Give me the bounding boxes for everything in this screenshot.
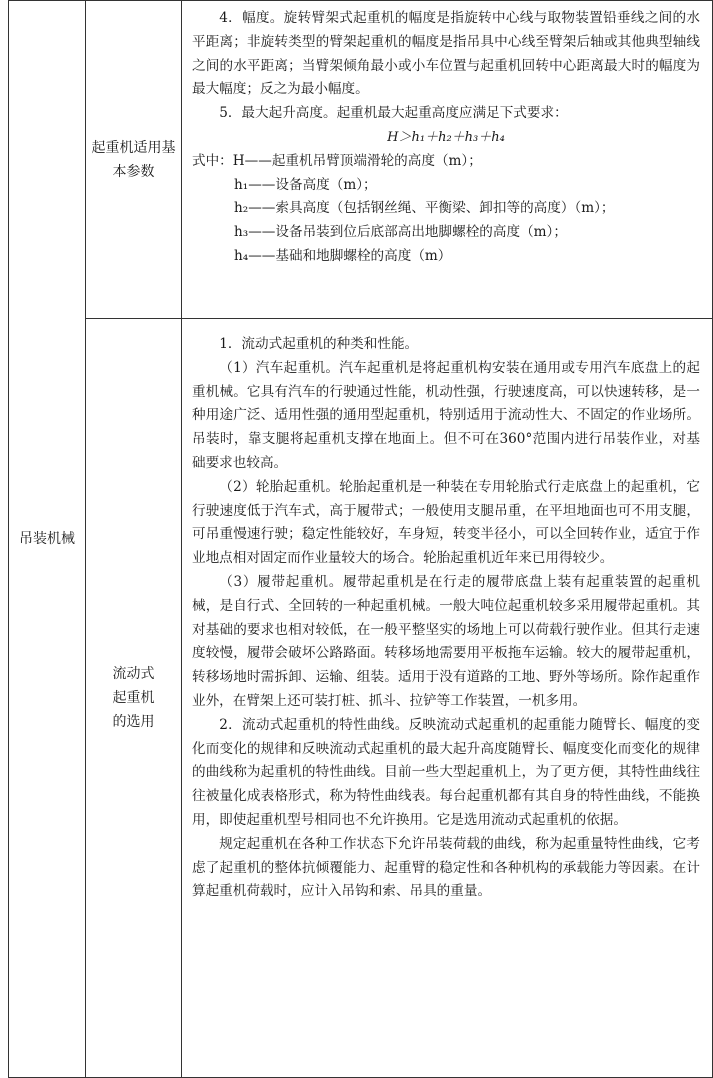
definition-item: h₂——索具高度（包括钢丝绳、平衡梁、卸扣等的高度）（m）； [234, 200, 615, 217]
content-table [8, 0, 713, 1078]
paragraph: 1．流动式起重机的种类和性能。 [219, 336, 419, 352]
paragraph: （3）履带起重机。履带起重机是在行走的履带底盘上装有起重装置的起重机械，是自行式、全回转的一种起重机械。一般大吨位起重机较多采用履带起重机。其对基础的要求也相对较低，在一般平整坚实的场地上可以荷载行驶作业。但其行走速度较慢，履带会破坏公路路面。转移场地需要用平板拖车运输。较大的履带起重机，转移场地时需拆卸、运输、组装。适用于没有道路的工地、野外等场所。除作起重作业外，在臂架上还可装打桩、抓斗、拉铲等工作装置，一机多用。 [192, 573, 700, 709]
paragraph: （2）轮胎起重机。轮胎起重机是一种装在专用轮胎式行走底盘上的起重机，它行驶速度低于汽车式，高于履带式；一般使用支腿吊重，在平坦地面也可不用支腿，可吊重慢速行驶；稳定性能较好，车身短，转变半径小，可以全回转作业，适宜于作业地点相对固定而作业量较大的场合。轮胎起重机近年来已用得较少。 [192, 478, 700, 567]
paragraph: 规定起重机在各种工作状态下允许吊装荷载的曲线，称为起重量特性曲线，它考虑了起重机的整体抗倾覆能力、起重臂的稳定性和各种机构的承载能力等因素。在计算起重机荷载时，应计入吊钩和索、吊具的重量。 [192, 835, 700, 900]
table-row [9, 319, 713, 1078]
content-cell [182, 319, 713, 1078]
table-row [9, 1, 713, 319]
paragraph: 2．流动式起重机的特性曲线。反映流动式起重机的起重能力随臂长、幅度的变化而变化的规律和反映流动式起重机的最大起升高度随臂长、幅度变化而变化的规律的曲线称为起重机的特性曲线。目前一些大型起重机上，为了更方便，其特性曲线往往被量化成表格形式，称为特性曲线表。每台起重机都有其自身的特性曲线，不能换用，即使起重机型号相同也不允许换用。它是选用流动式起重机的依据。 [192, 716, 700, 828]
category-label: 吊装机械 [19, 531, 75, 547]
subcategory-title: 流动式起重机的选用 [112, 666, 155, 730]
definition-item: h₃——设备吊装到位后底部高出地脚螺栓的高度（m）； [234, 224, 567, 241]
definition-item: h₁——设备高度（m）； [234, 176, 377, 193]
definition-item: h₄——基础和地脚螺栓的高度（m） [234, 247, 452, 264]
subcategory-title: 起重机适用基本参数 [91, 139, 176, 180]
category-cell [9, 1, 86, 1078]
paragraph: （1）汽车起重机。汽车起重机是将起重机构安装在通用或专用汽车底盘上的起重机械。它具有汽车的行驶通过性能，机动性强，行驶速度高，可以快速转移，是一种用途广泛、适用性强的通用型起重机，特别适用于流动性大、不固定的作业场所。吊装时，靠支腿将起重机支撑在地面上。但不可在360°范围内进行吊装作业，对基础要求也较高。 [192, 359, 700, 471]
paragraph: 4．幅度。旋转臂架式起重机的幅度是指旋转中心线与取物装置铅垂线之间的水平距离；非旋转类型的臂架起重机的幅度是指吊具中心线至臂架后轴或其他典型轴线之间的水平距离；当臂架倾角最小或小车位置与起重机回转中心距离最大时的幅度为最大幅度；反之为最小幅度。 [192, 10, 700, 98]
formula-intro: 式中：H——起重机吊臂顶端滑轮的高度（m）； [192, 152, 482, 169]
formula: H＞h₁＋h₂＋h₃＋h₄ [387, 129, 505, 145]
subcategory-cell [86, 1, 182, 319]
subcategory-cell [86, 319, 182, 1078]
paragraph: 5．最大起升高度。起重机最大起重高度应满足下式要求： [219, 105, 568, 122]
content-cell [182, 1, 713, 319]
